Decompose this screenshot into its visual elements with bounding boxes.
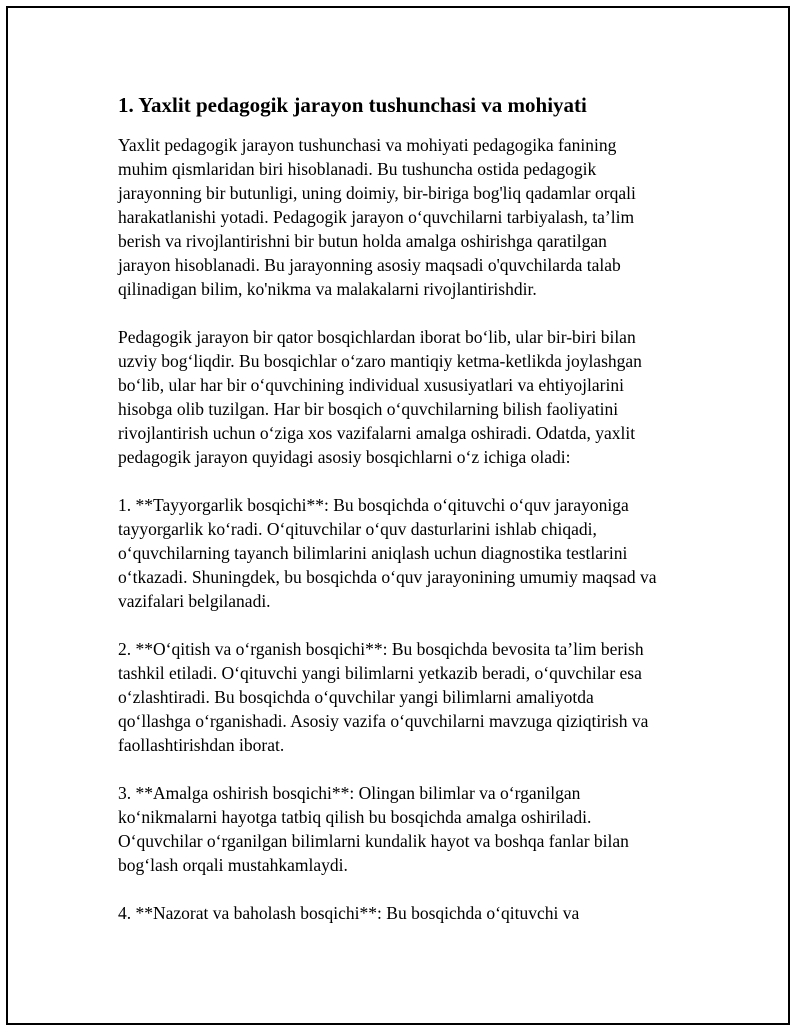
paragraph-stage-1: 1. **Tayyorgarlik bosqichi**: Bu bosqichda o‘qituvchi o‘quv jarayoniga tayyorgarlik ko‘radi. O‘qituvchilar o‘quv dasturlarini ishlab chiqadi, o‘quvchilarning tayanch bilimlarini aniqlash uchun diagnostika testlarini o‘tkazadi. Shuningdek, bu bosqichda o‘quv jarayonining umumiy maqsad va vazifalari belgilanadi. (118, 495, 657, 611)
paragraph-intro: Yaxlit pedagogik jarayon tushunchasi va mohiyati pedagogika fanining muhim qismlaridan biri hisoblanadi. Bu tushuncha ostida pedagogik jarayonning bir butunligi, uning doimiy, bir-biriga bog'liq qadamlar orqali harakatlanishi yotadi. Pedagogik jarayon o‘quvchilarni tarbiyalash, ta’lim berish va rivojlantirishni bir butun holda amalga oshirishga qaratilgan jarayon hisoblanadi. Bu jarayonning asosiy maqsadi o'quvchilarda talab qilinadigan bilim, ko'nikma va malakalarni rivojlantirishdir. (118, 135, 636, 299)
paragraph-stage-3: 3. **Amalga oshirish bosqichi**: Olingan bilimlar va o‘rganilgan ko‘nikmalarni hayotga tatbiq qilish bu bosqichda amalga oshiriladi. O‘quvchilar o‘rganilgan bilimlarni kundalik hayot va boshqa fanlar bilan bog‘lash orqali mustahkamlaydi. (118, 783, 629, 875)
paragraph-stage-4: 4. **Nazorat va baholash bosqichi**: Bu bosqichda o‘qituvchi va (118, 903, 580, 923)
document-content (118, 91, 708, 925)
document-page (6, 6, 790, 1025)
paragraph-stage-2: 2. **O‘qitish va o‘rganish bosqichi**: Bu bosqichda bevosita ta’lim berish tashkil etiladi. O‘qituvchi yangi bilimlarni yetkazib beradi, o‘quvchilar esa o‘zlashtiradi. Bu bosqichda o‘quvchilar yangi bilimlarni amaliyotda qo‘llashga o‘rganishadi. Asosiy vazifa o‘quvchilarni mavzuga qiziqtirish va faollashtirishdan iborat. (118, 639, 649, 755)
paragraph-stages: Pedagogik jarayon bir qator bosqichlardan iborat bo‘lib, ular bir-biri bilan uzviy bog‘liqdir. Bu bosqichlar o‘zaro mantiqiy ketma-ketlikda joylashgan bo‘lib, ular har bir o‘quvchining individual xususiyatlari va ehtiyojlarini hisobga olib tuzilgan. Har bir bosqich o‘quvchilarning bilish faoliyatini rivojlantirish uchun o‘ziga xos vazifalarni amalga oshiradi. Odatda, yaxlit pedagogik jarayon quyidagi asosiy bosqichlarni o‘z ichiga oladi: (118, 327, 642, 467)
section-heading: 1. Yaxlit pedagogik jarayon tushunchasi va mohiyati (118, 93, 587, 117)
